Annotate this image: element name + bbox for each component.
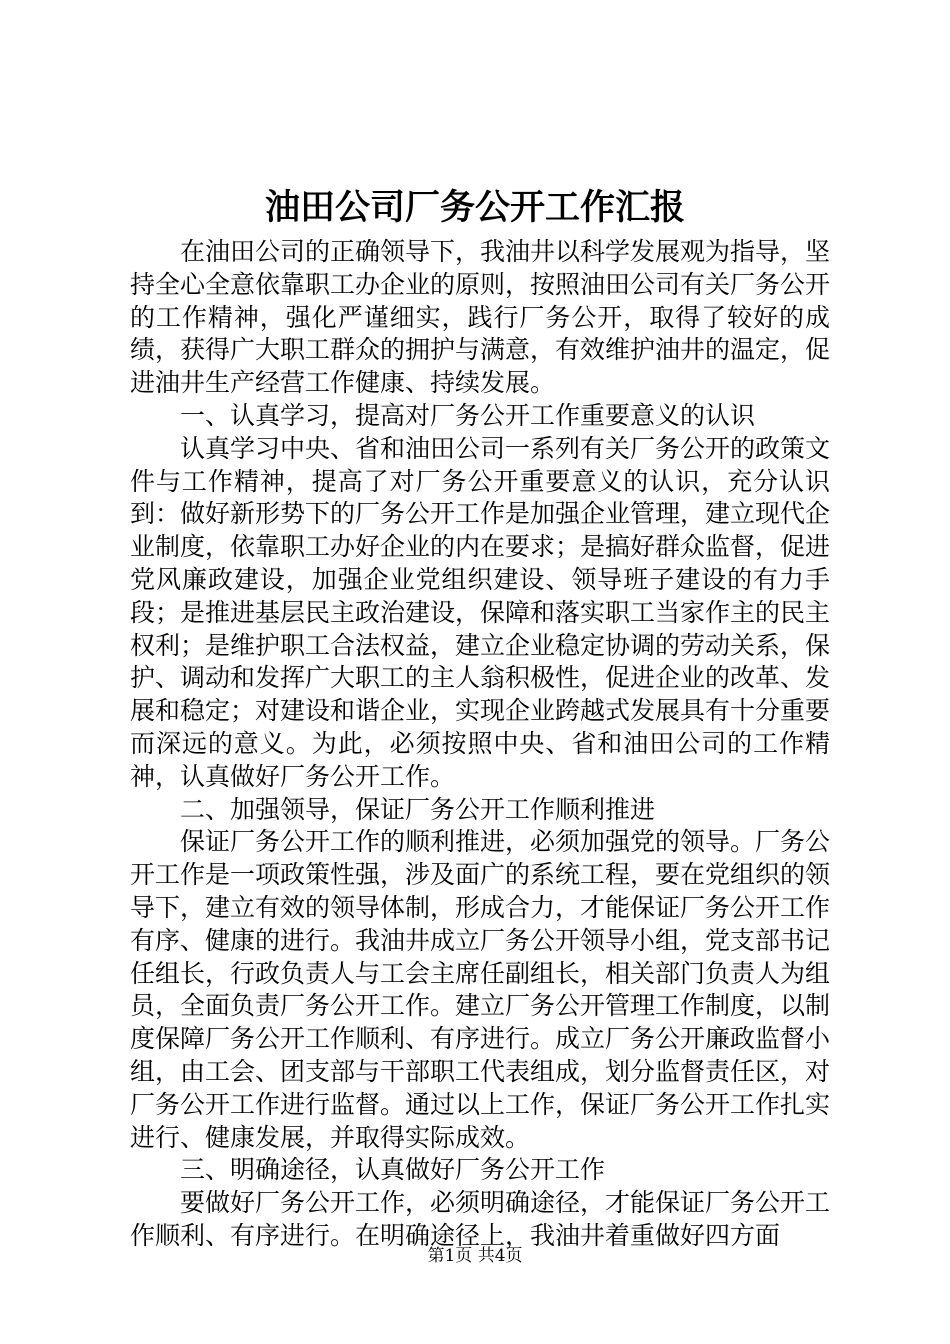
section-heading-1: 一、认真学习，提高对厂务公开工作重要意义的认识 [180, 400, 756, 430]
document-title: 油田公司厂务公开工作汇报 [264, 187, 685, 228]
paragraph-section-3: 要做好厂务公开工作，必须明确途径，才能保证厂务公开工作顺利、有序进行。在明确途径上，我油井着重做好四方面 [130, 1188, 831, 1250]
paragraph-section-1: 认真学习中央、省和油田公司一系列有关厂务公开的政策文件与工作精神，提高了对厂务公开重要意义的认识，充分认识到：做好新形势下的厂务公开工作是加强企业管理，建立现代企业制度，依靠职工办好企业的内在要求；是搞好群众监督，促进党风廉政建设，加强企业党组织建设、领导班子建设的有力手段；是推进基层民主政治建设，保障和落实职工当家作主的民主权利；是维护职工合法权益，建立企业稳定协调的劳动关系，保护、调动和发挥广大职工的主人翁积极性，促进企业的改革、发展和稳定；对建设和谐企业，实现企业跨越式发展具有十分重要而深远的意义。为此，必须按照中央、省和油田公司的工作精神，认真做好厂务公开工作。 [130, 433, 831, 791]
document-body [130, 236, 830, 1253]
page-number-footer: 第1页 共4页 [427, 1246, 523, 1266]
section-heading-2: 二、加强领导，保证厂务公开工作顺利推进 [180, 794, 656, 824]
section-heading-3: 三、明确途径，认真做好厂务公开工作 [180, 1155, 606, 1185]
paragraph-section-2: 保证厂务公开工作的顺利推进，必须加强党的领导。厂务公开工作是一项政策性强，涉及面广的系统工程，要在党组织的领导下，建立有效的领导体制，形成合力，才能保证厂务公开工作有序、健康的进行。我油井成立厂务公开领导小组，党支部书记任组长，行政负责人与工会主席任副组长，相关部门负责人为组员，全面负责厂务公开工作。建立厂务公开管理工作制度，以制度保障厂务公开工作顺利、有序进行。成立厂务公开廉政监督小组，由工会、团支部与干部职工代表组成，划分监督责任区，对厂务公开工作进行监督。通过以上工作，保证厂务公开工作扎实进行、健康发展，并取得实际成效。 [130, 827, 831, 1152]
paragraph-intro: 在油田公司的正确领导下，我油井以科学发展观为指导，坚持全心全意依靠职工办企业的原则，按照油田公司有关厂务公开的工作精神，强化严谨细实，践行厂务公开，取得了较好的成绩，获得广大职工群众的拥护与满意，有效维护油井的温定，促进油井生产经营工作健康、持续发展。 [130, 237, 831, 398]
